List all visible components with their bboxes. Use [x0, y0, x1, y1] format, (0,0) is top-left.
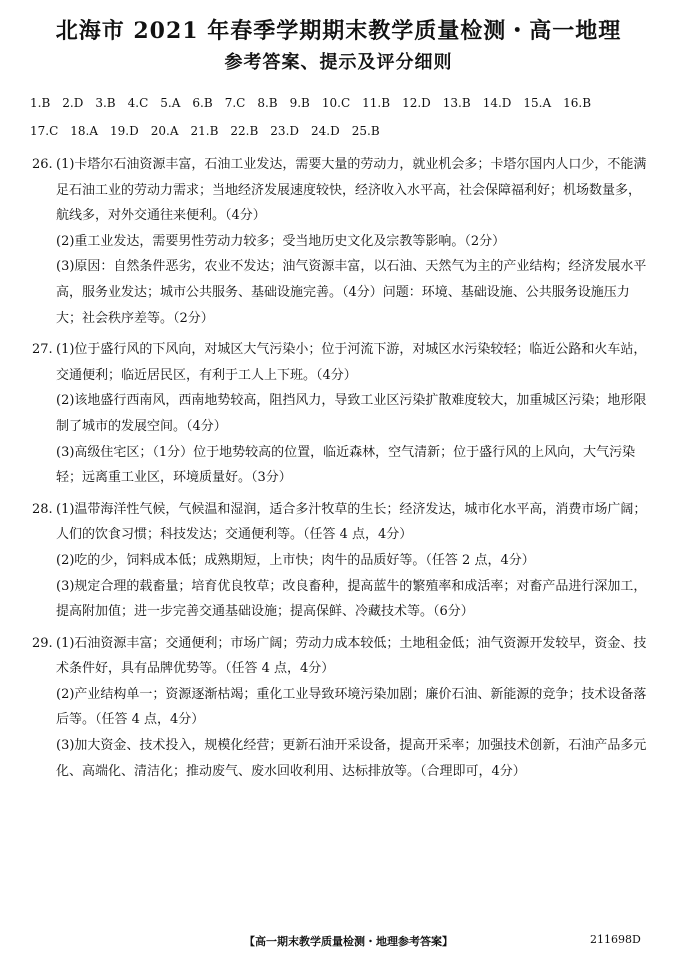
- page-title: 北海市 2021 年春季学期期末教学质量检测・高一地理: [55, 18, 622, 44]
- question-part: [32, 254, 652, 331]
- footer-code: 211698D: [590, 933, 641, 946]
- mc-answer: 13.B: [442, 96, 471, 110]
- question-28: [32, 497, 652, 625]
- question-part: [32, 574, 652, 625]
- mc-answer: 2.D: [62, 96, 84, 110]
- mc-answer: 11.B: [362, 96, 391, 110]
- question-part: [32, 497, 652, 548]
- mc-answer: 23.D: [270, 124, 300, 138]
- answer-text: (1)位于盛行风的下风向，对城区大气污染小；位于河流下游，对城区水污染较轻；临近公路和火车站，交通便利；临近居民区，有利于工人上下班。（4分）: [56, 342, 647, 383]
- mc-answers-row-1: [30, 96, 663, 116]
- question-part: [32, 388, 652, 439]
- mc-answer: 18.A: [70, 124, 99, 138]
- answer-text: (3)原因：自然条件恶劣，农业不发达；油气资源丰富，以石油、天然气为主的产业结构；经济发展水平高，服务业发达；城市公共服务、基础设施完善。（4分）问题：环境、基础设施、公共服务设施压力大；社会秩序差等。（2分）: [56, 259, 647, 326]
- mc-answer: 12.D: [402, 96, 431, 110]
- answer-body: [32, 152, 652, 790]
- mc-answer: 5.A: [160, 96, 181, 110]
- answer-text: (1)温带海洋性气候，气候温和湿润，适合多汁牧草的生长；经济发达，城市化水平高，消费市场广阔；人们的饮食习惯；科技发达；交通便利等。（任答 4 点，4分）: [56, 501, 647, 543]
- mc-answer: 21.B: [190, 124, 219, 138]
- page-subtitle: 参考答案、提示及评分细则: [224, 52, 453, 73]
- answer-text: (2)吃的少，饲料成本低；成熟期短，上市快；肉牛的品质好等。（任答 2 点，4分）: [56, 552, 535, 568]
- question-27: [32, 337, 652, 491]
- question-number: 27.: [32, 342, 53, 358]
- mc-answer: 6.B: [192, 96, 213, 110]
- mc-answer: 25.B: [351, 124, 380, 138]
- question-part: [32, 682, 652, 733]
- question-part: [32, 229, 652, 255]
- answer-text: (3)加大资金、技术投入，规模化经营；更新石油开采设备，提高开采率；加强技术创新，石油产品多元化、高端化、清洁化；推动废气、废水回收利用、达标排放等。（合理即可，4分）: [56, 738, 647, 779]
- mc-answer: 20.A: [150, 124, 179, 138]
- answer-text: (2)该地盛行西南风，西南地势较高，阻挡风力，导致工业区污染扩散难度较大，加重城区污染；地形限制了城市的发展空间。（4分）: [56, 393, 647, 434]
- answer-text: (3)规定合理的载畜量；培育优良牧草；改良畜种，提高蓝牛的繁殖率和成活率；对畜产品进行深加工，提高附加值；进一步完善交通基础设施；提高保鲜、冷藏技术等。（6分）: [56, 578, 647, 620]
- question-29: [32, 631, 652, 785]
- question-part: [32, 337, 652, 388]
- answer-text: (2)产业结构单一；资源逐渐枯竭；重化工业导致环境污染加剧；廉价石油、新能源的竞争；技术设备落后等。（任答 4 点，4分）: [56, 686, 647, 728]
- mc-answers-row-2: [30, 124, 663, 144]
- mc-answer: 4.C: [127, 96, 149, 110]
- question-part: [32, 631, 652, 682]
- mc-answer: 24.D: [311, 124, 340, 138]
- mc-answer: 8.B: [257, 96, 278, 110]
- question-26: [32, 152, 652, 331]
- mc-answer: 16.B: [563, 96, 592, 110]
- answer-text: (3)高级住宅区；（1分）位于地势较高的位置，临近森林，空气清新；位于盛行风的上风向，大气污染轻；远离重工业区，环境质量好。（3分）: [56, 444, 636, 486]
- answer-text: (2)重工业发达，需要男性劳动力较多；受当地历史文化及宗教等影响。（2分）: [56, 233, 506, 249]
- mc-answer: 22.B: [230, 124, 259, 138]
- answer-text: (1)卡塔尔石油资源丰富，石油工业发达，需要大量的劳动力，就业机会多；卡塔尔国内人口少，不能满足石油工业的劳动力需求；当地经济发展速度较快，经济收入水平高，社会保障福利好；机场数量多，航线多，对外交通往来便利。（4分）: [56, 157, 647, 224]
- question-part: [32, 733, 652, 784]
- question-number: 29.: [32, 635, 53, 651]
- question-number: 26.: [32, 157, 53, 172]
- question-part: [32, 548, 652, 574]
- mc-answer: 9.B: [289, 96, 310, 110]
- mc-answer: 15.A: [523, 96, 552, 110]
- question-number: 28.: [32, 501, 53, 517]
- mc-answer: 3.B: [95, 96, 116, 110]
- answer-text: (1)石油资源丰富；交通便利；市场广阔；劳动力成本较低；土地租金低；油气资源开发较早，资金、技术条件好，具有品牌优势等。（任答 4 点，4分）: [56, 635, 647, 677]
- mc-answer: 7.C: [224, 96, 246, 110]
- mc-answer: 17.C: [30, 124, 59, 138]
- mc-answer: 10.C: [321, 96, 351, 110]
- question-part: [32, 440, 652, 491]
- question-part: [32, 152, 652, 229]
- footer-label: 【高一期末教学质量检测・地理参考答案】: [244, 935, 453, 948]
- mc-answer: 1.B: [30, 96, 51, 110]
- mc-answer: 19.D: [110, 124, 139, 138]
- mc-answer: 14.D: [482, 96, 512, 110]
